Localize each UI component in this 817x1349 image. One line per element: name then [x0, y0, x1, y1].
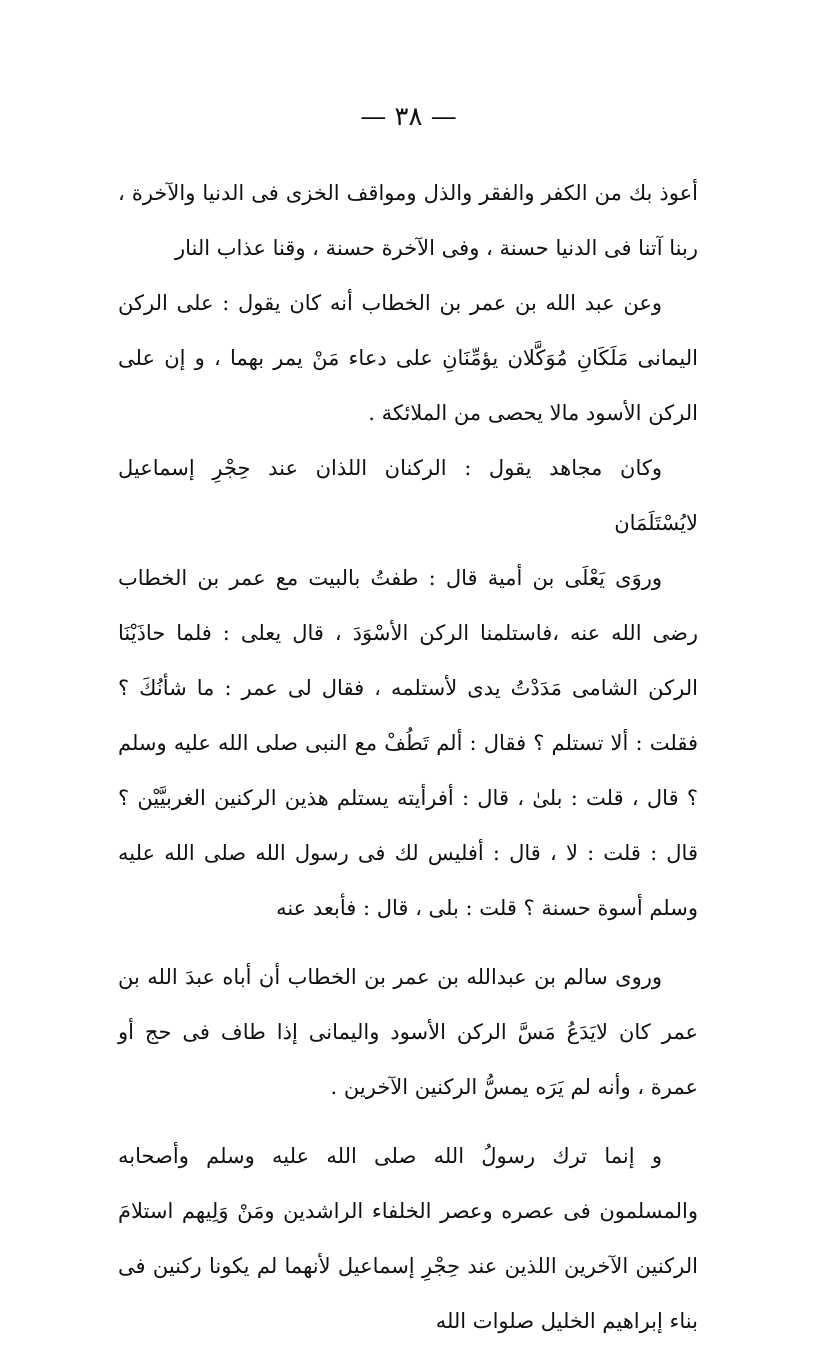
page-number: — ٣٨ —: [360, 102, 457, 132]
paragraph-6: و إنما ترك رسولُ الله صلى الله عليه وسلم وأصحابه والمسلمون فى عصره وعصر الخلفاء الراشدين ومَنْ وَلِيهم استلامَ الركنين الآخرين اللذين عند حِجْرِ إسماعيل لأنهما لم يكونا ركنين فى بناء إبراهيم الخليل صلوات الله: [118, 1144, 698, 1333]
paragraph-4: وروَى يَعْلَى بن أمية قال : طفتُ بالبيت مع عمر بن الخطاب رضى الله عنه ،فاستلمنا الركن الأسْوَدَ ، قال يعلى : فلما حاذَيْنَا الركن الشامى مَدَدْتُ يدى لأستلمه ، فقال لى عمر : ما شأنُكَ ؟ فقلت : ألا تستلم ؟ فقال : ألم تَطُفْ مع النبى صلى الله عليه وسلم ؟ قال ، قلت : بلىٰ ، قال : أفرأيته يستلم هذين الركنين الغربيَّيْن ؟ قال : قلت : لا ، قال : أفليس لك فى رسول الله صلى الله عليه وسلم أسوة حسنة ؟ قلت : بلى ، قال : فأبعد عنه: [118, 566, 698, 920]
paragraph-3: وكان مجاهد يقول : الركنان اللذان عند حِجْرِ إسماعيل لايُسْتَلَمَان: [118, 456, 698, 535]
paragraph-1: أعوذ بك من الكفر والفقر والذل ومواقف الخزى فى الدنيا والآخرة ، ربنا آتنا فى الدنيا حسنة ، وفى الآخرة حسنة ، وقنا عذاب النار: [118, 181, 698, 260]
page-body: [118, 166, 698, 1349]
paragraph-2: وعن عبد الله بن عمر بن الخطاب أنه كان يقول : على الركن اليمانى مَلَكَانِ مُوَكَّلان يؤمِّنَانِ على دعاء مَنْ يمر بهما ، و إن على الركن الأسود مالا يحصى من الملائكة .: [118, 291, 698, 425]
paragraph-5: وروى سالم بن عبدالله بن عمر بن الخطاب أن أباه عبدَ الله بن عمر كان لايَدَعُ مَسَّ الركن الأسود واليمانى إذا طاف فى حج أو عمرة ، وأنه لم يَرَه يمسُّ الركنين الآخرين .: [118, 965, 698, 1099]
